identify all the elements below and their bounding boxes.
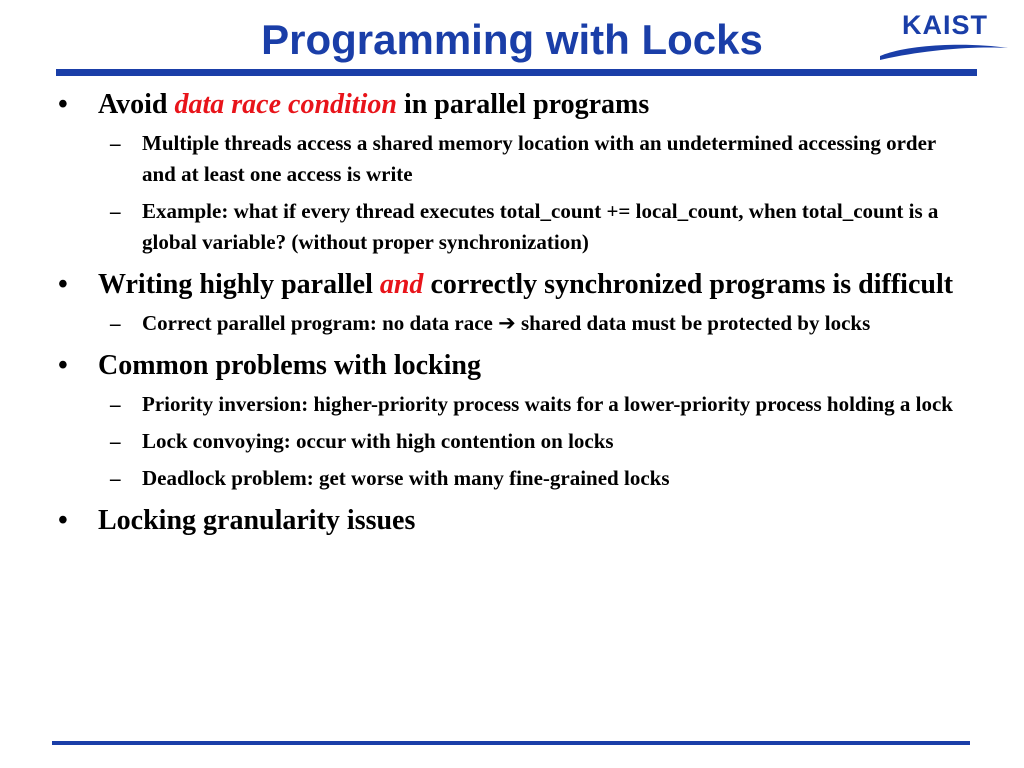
logo-swoosh-icon: [878, 42, 1010, 62]
sub-bullet: [58, 389, 958, 420]
bullet-text: Avoid: [98, 89, 175, 120]
footer-rule: [52, 741, 970, 745]
sub-bullet-text: Multiple threads access a shared memory location with an undetermined accessing order and at least one access is write: [142, 131, 936, 186]
bullet-granularity: [58, 504, 958, 538]
emphasis-text: and: [379, 269, 424, 300]
bullet-text: Common problems with locking: [98, 350, 481, 381]
sub-bullet-text: shared data must be protected by locks: [515, 311, 871, 335]
sub-bullet: [58, 426, 958, 457]
slide-title: Programming with Locks: [261, 16, 763, 63]
bullet-text: Writing highly parallel: [98, 269, 380, 300]
title-rule: [56, 69, 977, 76]
sub-bullet: [58, 128, 958, 190]
dash-icon: –: [110, 311, 121, 335]
sub-bullet-text: Lock convoying: occur with high contention on locks: [142, 429, 614, 453]
bullet-dot-icon: •: [58, 350, 68, 381]
sub-bullet-text: Example: what if every thread executes total_count += local_count, when total_count is a global variable? (without proper synchronization): [142, 199, 939, 254]
bullet-writing-parallel: [58, 268, 958, 302]
dash-icon: –: [110, 392, 121, 416]
sub-bullet-text: Correct parallel program: no data race: [142, 311, 499, 335]
dash-icon: –: [110, 199, 121, 223]
bullet-dot-icon: •: [58, 269, 68, 300]
bullet-avoid-data-race: [58, 88, 958, 122]
sub-bullet: [58, 308, 958, 339]
sub-bullet-text: Deadlock problem: get worse with many fine-grained locks: [142, 466, 670, 490]
bullet-dot-icon: •: [58, 89, 68, 120]
bullet-text: correctly synchronized programs is difficult: [423, 269, 954, 300]
logo-text: KAIST: [902, 10, 988, 40]
kaist-logo: [878, 10, 1010, 60]
dash-icon: –: [110, 429, 121, 453]
slide-body: [58, 88, 958, 544]
dash-icon: –: [110, 131, 121, 155]
dash-icon: –: [110, 466, 121, 490]
sub-bullet: [58, 196, 958, 258]
bullet-dot-icon: •: [58, 505, 68, 536]
bullet-text: Locking granularity issues: [98, 505, 416, 536]
sub-bullet-text: Priority inversion: higher-priority process waits for a lower-priority process holding a lock: [142, 392, 953, 416]
bullet-text: in parallel programs: [396, 89, 650, 120]
sub-bullet: [58, 463, 958, 494]
bullet-common-problems: [58, 349, 958, 383]
emphasis-text: data race condition: [174, 89, 397, 120]
arrow-right-icon: ➔: [498, 311, 516, 335]
